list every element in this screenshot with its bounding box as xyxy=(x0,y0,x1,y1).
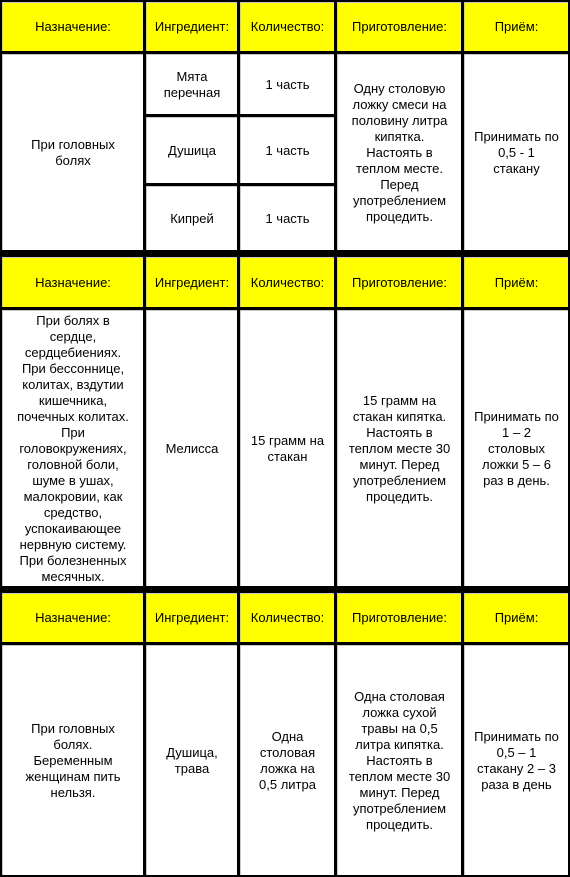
t2-header-preparation: Приготовление: xyxy=(337,257,461,307)
t3-header-amount: Количество: xyxy=(240,593,334,642)
t1-purpose: При головных болях xyxy=(2,54,143,250)
t1-amount-3: 1 часть xyxy=(240,186,334,250)
t1-header-purpose: Назначение: xyxy=(2,2,143,51)
t1-header-preparation: Приготовление: xyxy=(337,2,461,51)
t3-ingredient: Душица, трава xyxy=(146,645,237,875)
t1-ingredient-2: Душица xyxy=(146,117,237,183)
t2-preparation: 15 грамм на стакан кипятка. Настоять в теплом месте 30 минут. Перед употреблением процедить. xyxy=(337,310,461,586)
t3-preparation: Одна столовая ложка сухой травы на 0,5 литра кипятка. Настоять в теплом месте 30 минут. Перед употреблением процедить. xyxy=(337,645,461,875)
t2-header-purpose: Назначение: xyxy=(2,257,143,307)
t2-header-ingredient: Ингредиент: xyxy=(146,257,237,307)
t2-purpose: При болях в сердце, сердцебиениях. При бессоннице, колитах, вздутии кишечника, почечных колитах. При головокружениях, головной боли, шуме в ушах, малокровии, как средство, успокаивающее нервную систему. При болезненных месячных. xyxy=(2,310,143,586)
t1-ingredient-1: Мята перечная xyxy=(146,54,237,114)
t2-intake: Принимать по 1 – 2 столовых ложки 5 – 6 раз в день. xyxy=(464,310,568,586)
t1-header-amount: Количество: xyxy=(240,2,334,51)
t1-intake: Принимать по 0,5 - 1 стакану xyxy=(464,54,568,250)
t2-header-amount: Количество: xyxy=(240,257,334,307)
t3-header-purpose: Назначение: xyxy=(2,593,143,642)
t3-purpose: При головных болях. Беременным женщинам пить нельзя. xyxy=(2,645,143,875)
t1-header-ingredient: Ингредиент: xyxy=(146,2,237,51)
t3-amount: Одна столовая ложка на 0,5 литра xyxy=(240,645,334,875)
t1-amount-1: 1 часть xyxy=(240,54,334,114)
t1-header-intake: Приём: xyxy=(464,2,568,51)
t2-ingredient: Мелисса xyxy=(146,310,237,586)
t3-header-intake: Приём: xyxy=(464,593,568,642)
t2-header-intake: Приём: xyxy=(464,257,568,307)
t3-intake: Принимать по 0,5 – 1 стакану 2 – 3 раза в день xyxy=(464,645,568,875)
t3-header-ingredient: Ингредиент: xyxy=(146,593,237,642)
t2-amount: 15 грамм на стакан xyxy=(240,310,334,586)
t1-preparation: Одну столовую ложку смеси на половину литра кипятка. Настоять в теплом месте. Перед употреблением процедить. xyxy=(337,54,461,250)
t1-amount-2: 1 часть xyxy=(240,117,334,183)
t1-ingredient-3: Кипрей xyxy=(146,186,237,250)
t3-header-preparation: Приготовление: xyxy=(337,593,461,642)
